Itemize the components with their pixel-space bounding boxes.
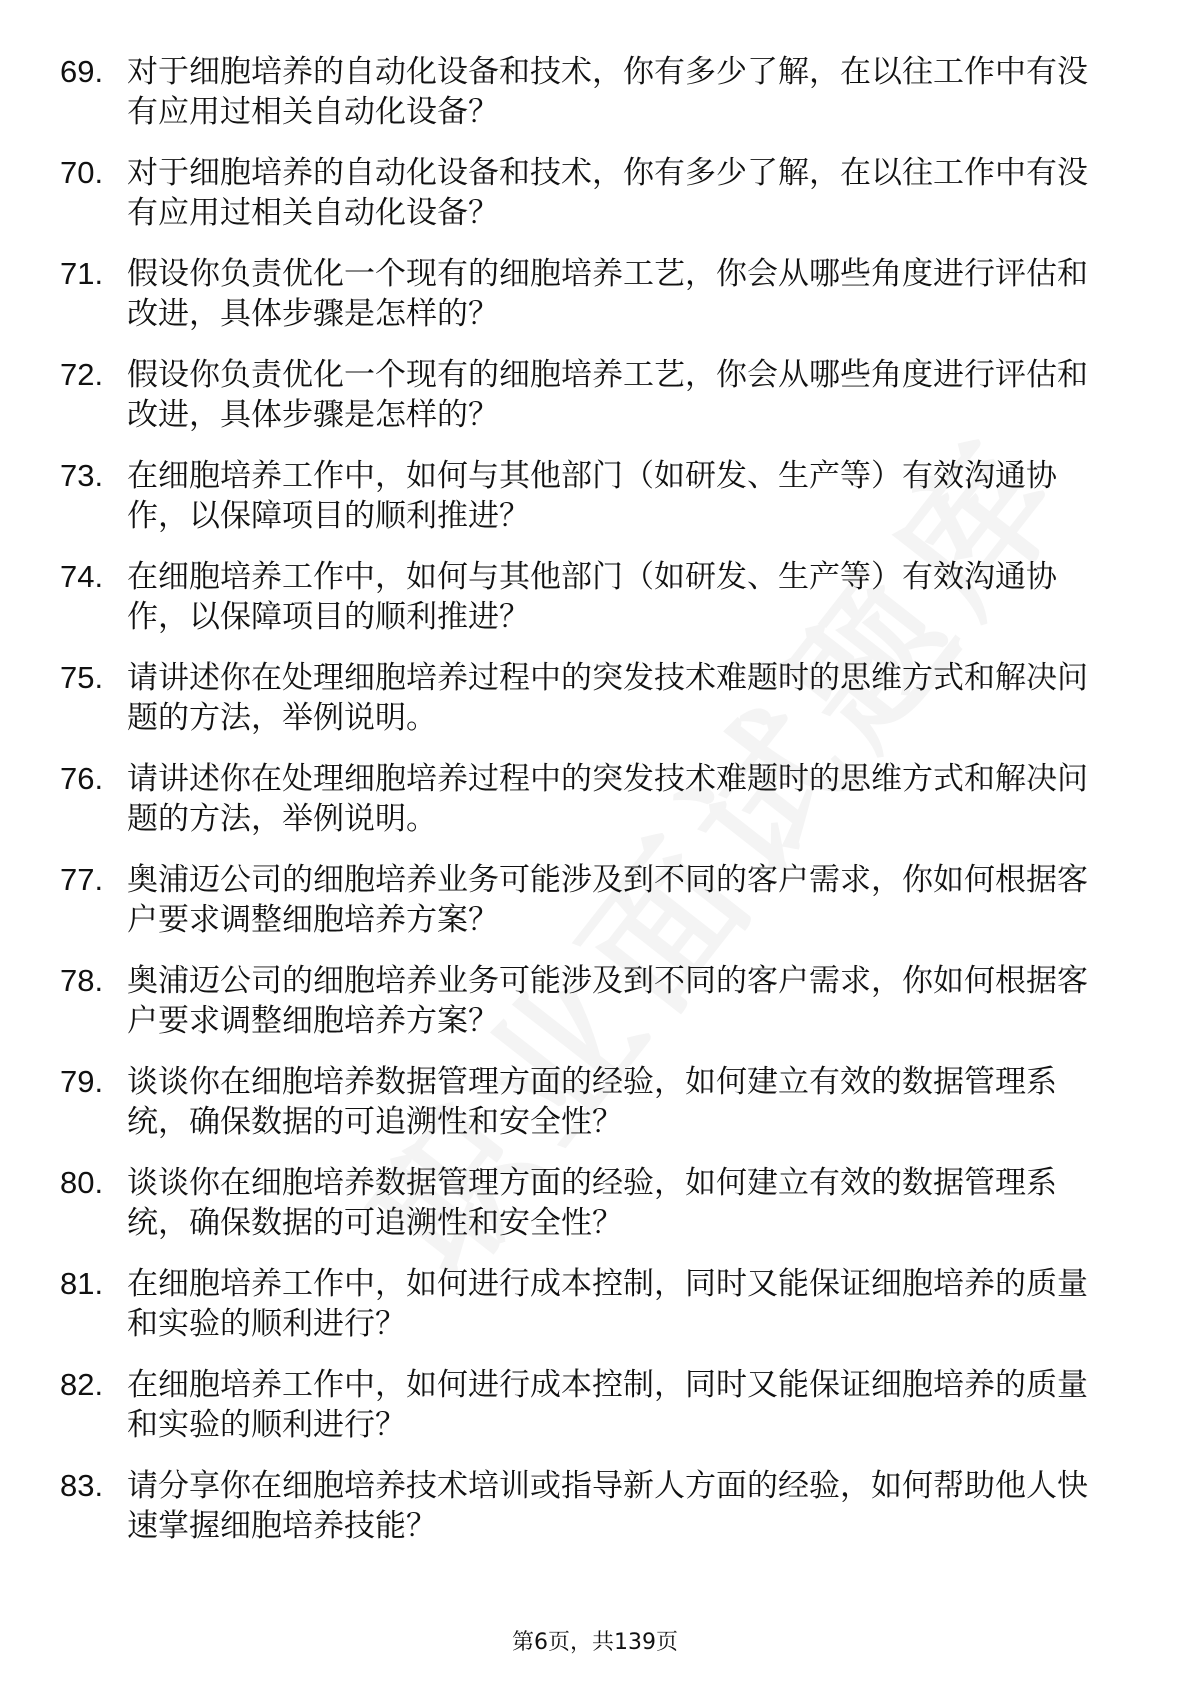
question-number: 76. [60,761,104,796]
question-number: 79. [60,1064,104,1099]
question-text: 假设你负责优化一个现有的细胞培养工艺，你会从哪些角度进行评估和改进，具体步骤是怎样的？ [127,357,1088,433]
question-text: 请讲述你在处理细胞培养过程中的突发技术难题时的思维方式和解决问题的方法，举例说明。 [127,660,1088,736]
question-item [60,153,1120,233]
question-number: 82. [60,1367,104,1402]
question-number: 74. [60,559,104,594]
question-number: 77. [60,862,104,897]
question-number: 80. [60,1165,104,1200]
question-text: 在细胞培养工作中，如何与其他部门（如研发、生产等）有效沟通协作，以保障项目的顺利推进？ [127,559,1057,635]
question-list [60,52,1120,1567]
question-text: 奥浦迈公司的细胞培养业务可能涉及到不同的客户需求，你如何根据客户要求调整细胞培养方案？ [127,963,1088,1039]
question-item [60,557,1120,637]
question-item [60,1466,1120,1546]
question-text: 对于细胞培养的自动化设备和技术，你有多少了解，在以往工作中有没有应用过相关自动化设备？ [127,54,1088,130]
question-number: 70. [60,155,104,190]
question-number: 72. [60,357,104,392]
question-text: 假设你负责优化一个现有的细胞培养工艺，你会从哪些角度进行评估和改进，具体步骤是怎样的？ [127,256,1088,332]
question-text: 在细胞培养工作中，如何进行成本控制，同时又能保证细胞培养的质量和实验的顺利进行？ [127,1266,1088,1342]
question-number: 71. [60,256,104,291]
question-text: 请讲述你在处理细胞培养过程中的突发技术难题时的思维方式和解决问题的方法，举例说明。 [127,761,1088,837]
question-number: 81. [60,1266,104,1301]
question-item [60,1062,1120,1142]
question-number: 69. [60,54,104,89]
question-item [60,1365,1120,1445]
question-number: 73. [60,458,104,493]
question-item [60,456,1120,536]
question-number: 78. [60,963,104,998]
question-text: 谈谈你在细胞培养数据管理方面的经验，如何建立有效的数据管理系统，确保数据的可追溯性和安全性？ [127,1165,1057,1241]
question-item [60,254,1120,334]
question-item [60,1264,1120,1344]
question-text: 对于细胞培养的自动化设备和技术，你有多少了解，在以往工作中有没有应用过相关自动化设备？ [127,155,1088,231]
question-text: 奥浦迈公司的细胞培养业务可能涉及到不同的客户需求，你如何根据客户要求调整细胞培养方案？ [127,862,1088,938]
question-number: 75. [60,660,104,695]
question-item [60,52,1120,132]
question-item [60,1163,1120,1243]
question-text: 请分享你在细胞培养技术培训或指导新人方面的经验，如何帮助他人快速掌握细胞培养技能？ [127,1468,1088,1544]
question-item [60,961,1120,1041]
page-footer: 第6页，共139页 [512,1630,678,1655]
question-text: 在细胞培养工作中，如何进行成本控制，同时又能保证细胞培养的质量和实验的顺利进行？ [127,1367,1088,1443]
question-text: 在细胞培养工作中，如何与其他部门（如研发、生产等）有效沟通协作，以保障项目的顺利推进？ [127,458,1057,534]
question-item [60,759,1120,839]
question-item [60,860,1120,940]
question-item [60,355,1120,435]
question-text: 谈谈你在细胞培养数据管理方面的经验，如何建立有效的数据管理系统，确保数据的可追溯性和安全性？ [127,1064,1057,1140]
question-item [60,658,1120,738]
question-number: 83. [60,1468,104,1503]
